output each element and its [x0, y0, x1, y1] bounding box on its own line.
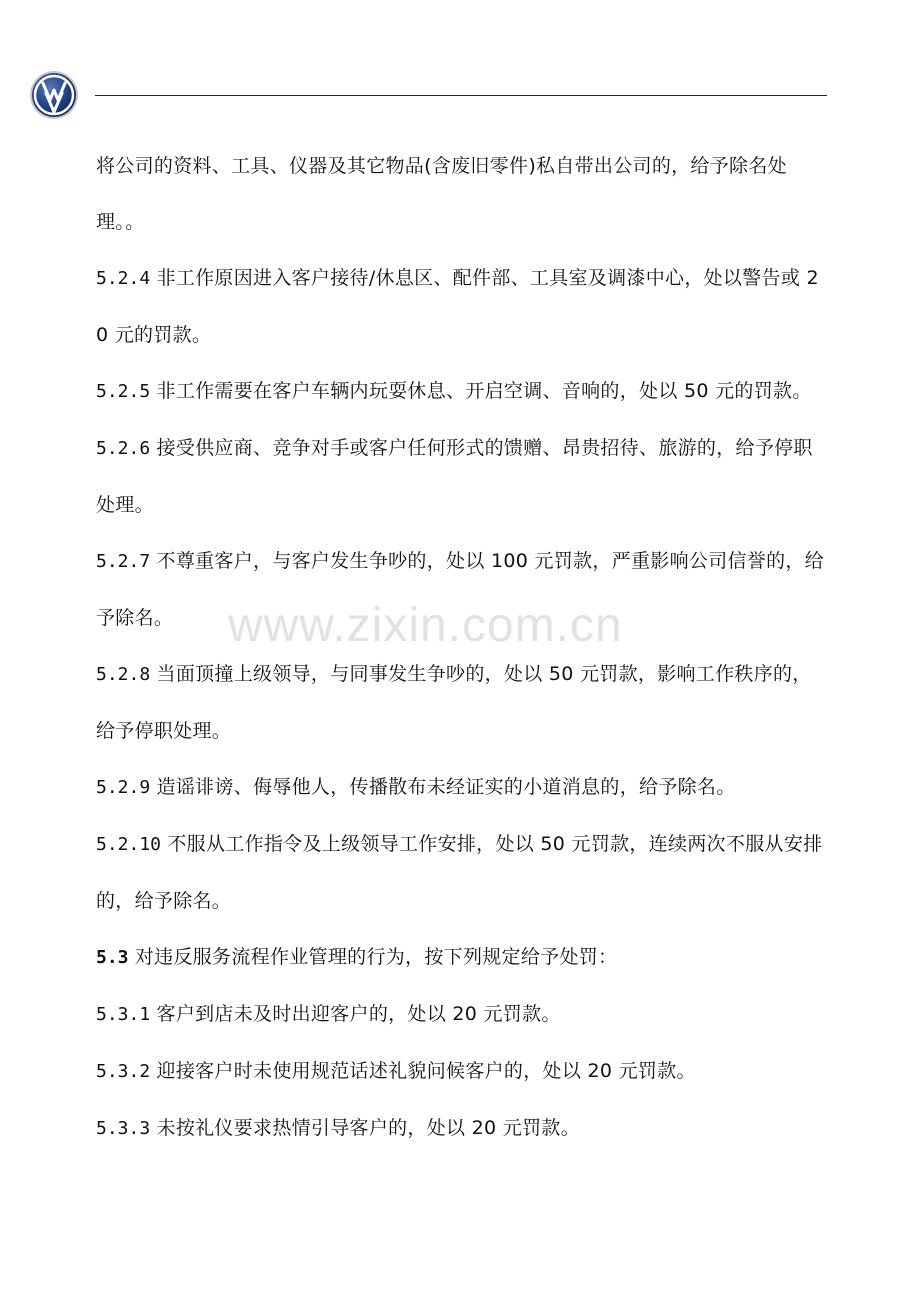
clause-paragraph — [96, 420, 828, 533]
clause-number: 5.2.9 — [96, 777, 151, 798]
page-header — [0, 0, 920, 120]
clause-number: 5.3.1 — [96, 1004, 151, 1025]
volkswagen-logo-icon — [29, 70, 79, 120]
clause-text: 当面顶撞上级领导，与同事发生争吵的，处以 50 元罚款，影响工作秩序的，给予停职处理。 — [96, 663, 812, 742]
clause-text: 对违反服务流程作业管理的行为，按下列规定给予处罚： — [134, 946, 618, 968]
clause-paragraph — [96, 533, 828, 646]
clause-paragraph — [96, 1043, 828, 1100]
clause-text: 不服从工作指令及上级领导工作安排，处以 50 元罚款，连续两次不服从安排的，给予除名。 — [96, 833, 823, 912]
clause-text: 接受供应商、竞争对手或客户任何形式的馈赠、昂贵招待、旅游的，给予停职处理。 — [96, 437, 813, 516]
clause-paragraph — [96, 138, 828, 250]
clause-paragraph — [96, 646, 828, 759]
clause-number: 5.3.2 — [96, 1061, 151, 1082]
clause-number: 5.2.5 — [96, 381, 151, 402]
watermark: www.zixin.com.cn — [228, 599, 623, 652]
clause-paragraph — [96, 986, 828, 1043]
clause-text: 不尊重客户，与客户发生争吵的，处以 100 元罚款，严重影响公司信誉的，给予除名。 — [96, 550, 824, 629]
clause-paragraph — [96, 929, 828, 986]
clause-text: 造谣诽谤、侮辱他人，传播散布未经证实的小道消息的，给予除名。 — [156, 776, 736, 798]
clause-number: 5.3.3 — [96, 1118, 151, 1139]
clause-text: 将公司的资料、工具、仪器及其它物品(含废旧零件)私自带出公司的，给予除名处理。。 — [96, 155, 787, 233]
clause-paragraph — [96, 250, 828, 363]
clause-text: 非工作需要在客户车辆内玩耍休息、开启空调、音响的，处以 50 元的罚款。 — [156, 380, 812, 402]
clause-text: 非工作原因进入客户接待/休息区、配件部、工具室及调漆中心，处以警告或 20 元的罚款。 — [96, 267, 819, 346]
clause-paragraph — [96, 1100, 828, 1157]
clause-number: 5.2.8 — [96, 664, 151, 685]
clause-paragraph — [96, 759, 828, 816]
clause-text: 客户到店未及时出迎客户的，处以 20 元罚款。 — [156, 1003, 561, 1025]
document-body — [96, 138, 828, 1157]
clause-text: 迎接客户时未使用规范话述礼貌问候客户的，处以 20 元罚款。 — [156, 1060, 696, 1082]
clause-text: 未按礼仪要求热情引导客户的，处以 20 元罚款。 — [156, 1117, 580, 1139]
clause-paragraph — [96, 363, 828, 420]
clause-number: 5.2.10 — [96, 834, 162, 855]
clause-number: 5.2.6 — [96, 438, 151, 459]
clause-number: 5.3 — [96, 947, 129, 968]
clause-number: 5.2.4 — [96, 268, 151, 289]
clause-number: 5.2.7 — [96, 551, 151, 572]
header-divider — [95, 95, 827, 96]
clause-paragraph — [96, 816, 828, 929]
